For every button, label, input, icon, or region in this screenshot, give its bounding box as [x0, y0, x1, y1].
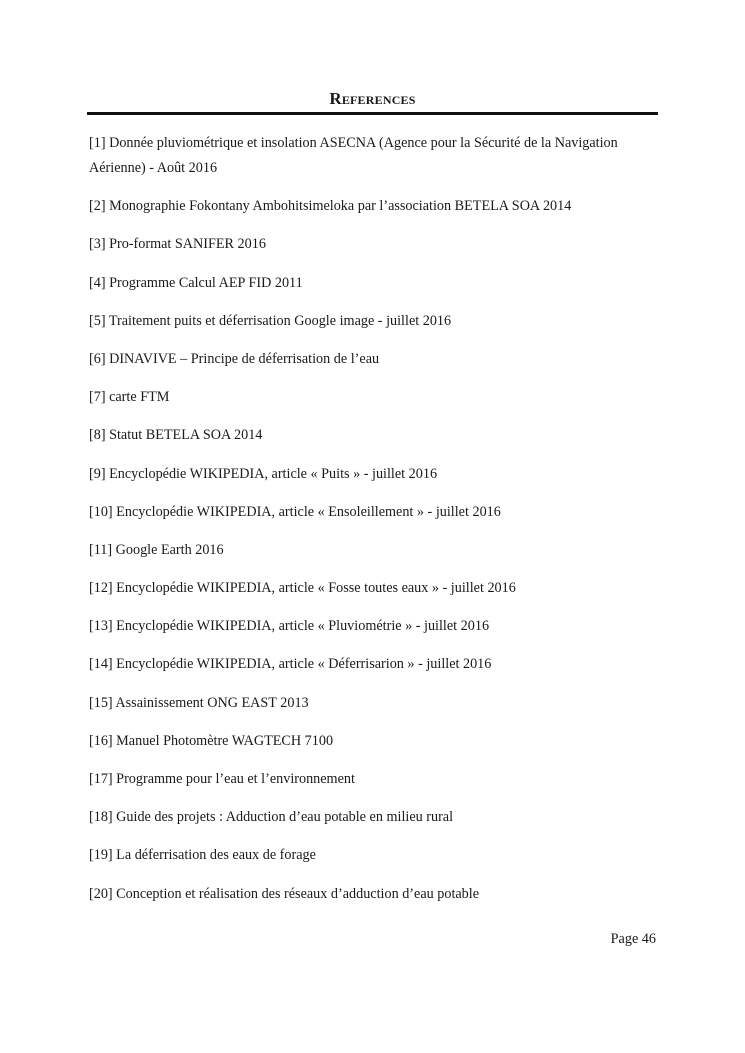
- reference-item: [13] Encyclopédie WIKIPEDIA, article « Pluviométrie » - juillet 2016: [89, 618, 490, 635]
- reference-item: [8] Statut BETELA SOA 2014: [89, 427, 263, 444]
- reference-item: [18] Guide des projets : Adduction d’eau potable en milieu rural: [89, 809, 454, 826]
- reference-item: [19] La déferrisation des eaux de forage: [89, 847, 316, 864]
- reference-item: [5] Traitement puits et déferrisation Google image - juillet 2016: [89, 312, 452, 329]
- page-number: Page 46: [610, 931, 656, 947]
- reference-item: [16] Manuel Photomètre WAGTECH 7100: [89, 732, 334, 749]
- reference-item: [17] Programme pour l’eau et l’environnement: [89, 771, 355, 787]
- reference-item: [12] Encyclopédie WIKIPEDIA, article « Fosse toutes eaux » - juillet 2016: [89, 580, 516, 597]
- reference-item: [14] Encyclopédie WIKIPEDIA, article « Déferrisarion » - juillet 2016: [89, 656, 492, 673]
- reference-item: [4] Programme Calcul AEP FID 2011: [89, 274, 303, 291]
- reference-item: [9] Encyclopédie WIKIPEDIA, article « Puits » - juillet 2016: [89, 465, 438, 482]
- reference-item: [10] Encyclopédie WIKIPEDIA, article « Ensoleillement » - juillet 2016: [89, 503, 501, 520]
- page-title: References: [329, 89, 416, 108]
- reference-item: [2] Monographie Fokontany Ambohitsimeloka par l’association BETELA SOA 2014: [89, 198, 572, 215]
- reference-item: [7] carte FTM: [89, 389, 170, 406]
- reference-item: [6] DINAVIVE – Principe de déferrisation de l’eau: [89, 350, 380, 367]
- heading-underline: [87, 112, 658, 115]
- reference-item: [1] Donnée pluviométrique et insolation ASECNA (Agence pour la Sécurité de la Navigation Aérienne) - Août 2016: [89, 135, 618, 176]
- reference-list: [89, 131, 661, 920]
- reference-item: [11] Google Earth 2016: [89, 541, 224, 558]
- reference-item: [20] Conception et réalisation des réseaux d’adduction d’eau potable: [89, 885, 480, 902]
- reference-item: [15] Assainissement ONG EAST 2013: [89, 694, 309, 711]
- reference-item: [3] Pro-format SANIFER 2016: [89, 236, 266, 253]
